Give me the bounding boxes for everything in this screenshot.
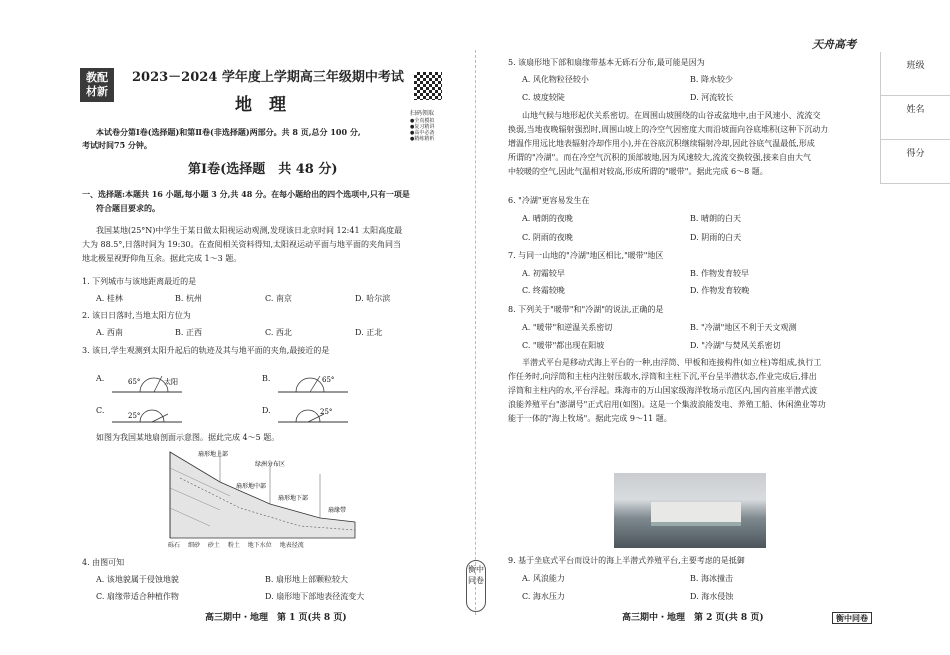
svg-text:65°: 65° [322,376,335,384]
q3-option-c[interactable]: C. [96,406,105,415]
sun-path-diagram-d [278,402,348,426]
q2-option-b[interactable]: B. 正西 [175,328,202,337]
score-panel [880,52,950,184]
sun-path-diagram-a [112,372,182,396]
question-4: 4. 由图可知 [82,558,125,567]
question-8: 8. 下列关于"暖带"和"冷湖"的说法,正确的是 [508,305,664,314]
q1-option-a[interactable]: A. 桂林 [96,294,123,303]
legend-water-table: 地下水位 [247,542,272,549]
legend-runoff: 地表径流 [279,542,304,549]
q4-option-c[interactable]: C. 扇缘带适合种植作物 [96,592,179,601]
legend-silt: 粉土 [227,542,240,549]
q2-option-d[interactable]: D. 正北 [355,328,383,337]
passage-line: 浮筒和主柱内的水,平台浮起。珠海市的万山国家级海洋牧场示范区内,国内首座半潜式波 [508,386,818,395]
intro-line: 考试时间75 分钟。 [82,140,152,150]
svg-text:扇缘带: 扇缘带 [328,507,347,514]
svg-text:太阳: 太阳 [164,378,178,386]
q2-option-a[interactable]: A. 西南 [96,328,123,337]
q5-option-a[interactable]: A. 风化物粒径较小 [522,75,589,84]
question-9: 9. 基于坐底式平台而设计的海上半潜式养殖平台,主要考虑的是抵御 [508,556,745,565]
passage-line: 作任务时,向浮筒和主柱内注射压载水,浮筒和主柱下沉,平台呈半潜状态,作业完成后,排出 [508,372,817,381]
passage-line: 大为 88.5°,日落时间为 19:30。在查阅相关资料得知,太阳视运动平面与地平面的夹角同当 [82,240,402,249]
q3-option-a[interactable]: A. [96,374,105,383]
question-7: 7. 与同一山地的"冷湖"地区相比,"暖带"地区 [508,251,664,260]
q4-option-b[interactable]: B. 扇形地上部颗粒较大 [265,575,348,584]
q9-option-d[interactable]: D. 海水侵蚀 [690,592,734,601]
instructions: 符合题目要求的。 [96,203,160,213]
subject-title: 地 理 [235,95,286,115]
passage-line: 换弱,当地夜晚辐射强烈时,周围山坡上的冷空气因密度大而沿坡面向谷底堆积(这种下沉动力 [508,125,829,134]
brand-logo: 天舟高考 [812,38,856,51]
sun-path-diagram-b [278,372,348,396]
passage-line: 地北极星视野仰角互余。据此完成 1～3 题。 [82,254,242,263]
question-5: 5. 该扇形地下部和扇缘带基本无砾石分布,最可能是因为 [508,58,705,67]
q8-option-b[interactable]: B. "冷湖"地区不利于天文观测 [690,323,797,332]
passage-line: 所谓的"冷湖"。而在冷空气沉积的顶部坡地,因为风速较大,流流交换较强,接来自由大气 [508,153,811,162]
seal-stamp: 衡中同卷 [466,560,486,612]
page-footer-left: 高三期中・地理 第 1 页(共 8 页) [205,613,347,623]
score-field-label: 得分 [880,140,950,184]
svg-text:25°: 25° [128,412,141,420]
q1-option-d[interactable]: D. 哈尔滨 [355,294,391,303]
passage-line: 中较暖的空气,因此气温相对较高,形成所谓的"暖带"。据此完成 6～8 题。 [508,167,768,176]
q1-option-b[interactable]: B. 杭州 [175,294,202,303]
passage-line: 我国某地(25°N)中学生于某日做太阳视运动观测,发现该日北京时间 12:41 太阳高度最 [96,226,403,235]
svg-text:扇形地上部: 扇形地上部 [198,451,229,458]
q6-option-d[interactable]: D. 阴雨的白天 [690,233,742,242]
q3-option-b[interactable]: B. [262,374,271,383]
q4-option-d[interactable]: D. 扇形地下部地表径流变大 [265,592,365,601]
q6-option-c[interactable]: C. 阴雨的夜晚 [522,233,573,242]
q5-option-c[interactable]: C. 坡度较陡 [522,93,565,102]
figure-intro: 如图为我国某地扇剖面示意图。据此完成 4～5 题。 [96,433,280,442]
q8-option-a[interactable]: A. "暖带"和逆温关系密切 [522,323,613,332]
svg-text:绿洲分布区: 绿洲分布区 [255,461,286,468]
q9-option-a[interactable]: A. 风浪能力 [522,574,565,583]
q7-option-a[interactable]: A. 初霜较早 [522,269,565,278]
q6-option-b[interactable]: B. 晴朗的白天 [690,214,741,223]
legend-sandy-soil: 砂土 [207,542,220,549]
passage-line: 增温作用远比地表辐射冷却作用小),并在谷底沉积继续辐射冷却,因此谷底气温最低,形成 [508,139,815,148]
section-title: 第Ⅰ卷(选择题 共 48 分) [188,162,338,177]
q4-option-a[interactable]: A. 该地貌属于侵蚀地貌 [96,575,179,584]
q5-option-d[interactable]: D. 河流较长 [690,93,734,102]
instructions: 一、选择题:本题共 16 小题,每小题 3 分,共 48 分。在每小题给出的四个选项中,只有一项是 [82,189,410,199]
page-footer-right: 高三期中・地理 第 2 页(共 8 页) [622,613,764,623]
alluvial-fan-diagram [160,448,360,548]
svg-text:65°: 65° [128,378,141,386]
svg-text:扇形地下部: 扇形地下部 [278,495,309,502]
svg-text:25°: 25° [320,408,333,416]
footer-badge: 衡中同卷 [832,612,872,624]
q9-option-b[interactable]: B. 海冰撞击 [690,574,733,583]
exam-title: 2023－2024 学年度上学期高三年级期中考试 [132,70,404,85]
q6-option-a[interactable]: A. 晴朗的夜晚 [522,214,573,223]
passage-line: 半潜式平台是移动式海上平台的一种,由浮筒、甲板和连接构件(如立柱)等组成,执行工 [522,358,822,367]
figure-legend [168,540,304,549]
qr-code[interactable] [414,72,442,100]
svg-text:扇形地中部: 扇形地中部 [236,483,267,490]
q7-option-c[interactable]: C. 终霜较晚 [522,286,565,295]
name-field-label: 姓名 [880,96,950,140]
legend-gravel: 砾石 [168,542,181,549]
sun-path-diagram-c [112,402,182,426]
legend-fine-sand: 细砂 [187,542,200,549]
passage-line: 山地气候与地形起伏关系密切。在周围山坡围绕的山谷或盆地中,由于风速小、流流交 [522,111,821,120]
q9-option-c[interactable]: C. 海水压力 [522,592,565,601]
q8-option-c[interactable]: C. "暖带"都出现在阳坡 [522,341,605,350]
question-6: 6. "冷湖"更容易发生在 [508,196,590,205]
page-divider [475,50,476,615]
question-3: 3. 该日,学生观测到太阳升起后的轨迹及其与地平面的夹角,最接近的是 [82,346,330,355]
q7-option-d[interactable]: D. 作物发育较晚 [690,286,750,295]
q2-option-c[interactable]: C. 西北 [265,328,292,337]
question-2: 2. 该日日落时,当地太阳方位为 [82,311,191,320]
passage-line: 能于一体的"海上牧场"。据此完成 9～11 题。 [508,414,672,423]
class-field-label: 班级 [880,52,950,96]
passage-line: 浪能养殖平台"澎湖号"正式启用(如图)。这是一个集波浪能发电、养殖工船、休闲渔业等功 [508,400,826,409]
publisher-logo: 教配 材新 [80,68,114,102]
q7-option-b[interactable]: B. 作物发育较早 [690,269,749,278]
q1-option-c[interactable]: C. 南京 [265,294,292,303]
q5-option-b[interactable]: B. 降水较少 [690,75,733,84]
q3-option-d[interactable]: D. [262,406,271,415]
intro-line: 本试卷分第Ⅰ卷(选择题)和第Ⅱ卷(非选择题)两部分。共 8 页,总分 100 分, [96,127,361,137]
qr-label: 扫码领取 [410,110,435,117]
question-1: 1. 下列城市与该地距离最近的是 [82,277,197,286]
qr-side-list: ●全真模拟 ●复习精讲 ●高中必备 ●精练精析 [410,118,435,142]
q8-option-d[interactable]: D. "冷湖"与焚风关系密切 [690,341,781,350]
platform-photo-structure [651,502,741,526]
